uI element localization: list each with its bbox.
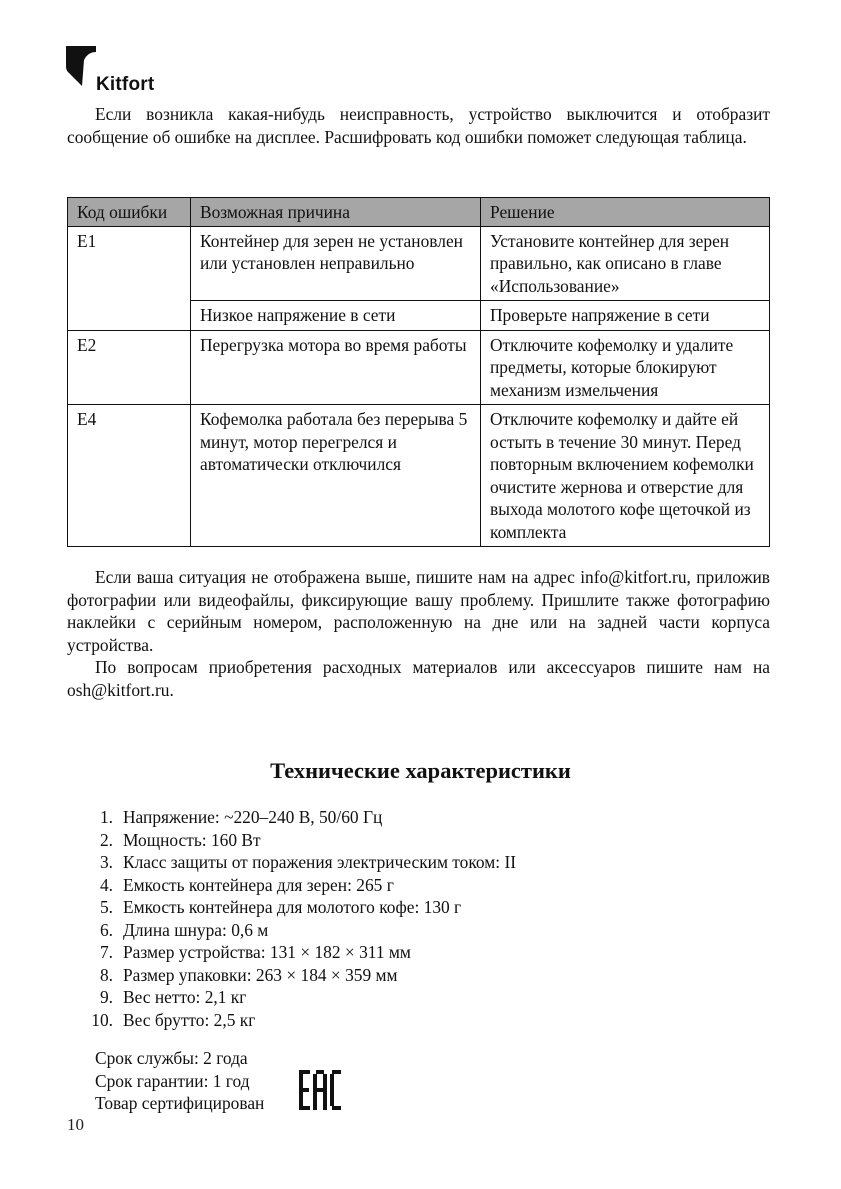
item-number: 6. (99, 919, 113, 940)
item-number: 10. (91, 1009, 113, 1030)
item-text: Класс защиты от поражения электрическим током: II (123, 852, 517, 872)
page-number: 10 (67, 1115, 84, 1134)
service-life: Срок службы: 2 года (95, 1048, 248, 1068)
item-number: 1. (99, 807, 113, 827)
cause-cell: Перегрузка мотора во время работы (191, 330, 481, 405)
table-row (68, 226, 770, 301)
header-solution: Решение (481, 198, 770, 227)
kitfort-logo-icon (66, 46, 96, 88)
item-number: 4. (99, 874, 113, 895)
cause-cell: Кофемолка работала без перерыва 5 минут, мотор перегрелся и автоматически отключился (191, 405, 481, 547)
brand-name: Kitfort (96, 74, 155, 95)
intro-paragraph (67, 103, 770, 148)
table-row (68, 330, 770, 405)
error-code-table (67, 197, 770, 547)
item-text: Размер упаковки: 263 × 184 × 359 мм (123, 964, 398, 985)
solution-cell: Установите контейнер для зерен правильно, как описано в главе «Использование» (481, 226, 770, 301)
error-code-cell: E4 (68, 405, 191, 547)
list-item (67, 829, 516, 852)
list-item (67, 941, 516, 964)
list-item (67, 896, 516, 919)
item-text: Длина шнура: 0,6 м (123, 919, 269, 940)
list-item (67, 1009, 516, 1032)
item-text: Емкость контейнера для молотого кофе: 130 г (123, 897, 462, 917)
solution-cell: Проверьте напряжение в сети (481, 301, 770, 331)
contact-paragraph: Если ваша ситуация не отображена выше, пишите нам на адрес info@kitfort.ru, приложив фотографии или видеофайлы, фиксирующие вашу проблему. Пришлите также фотографию наклейки с серийным номером, расположенную на дне или на задней части корпуса устройства. (67, 567, 770, 655)
list-item (67, 919, 516, 942)
header-cause: Возможная причина (191, 198, 481, 227)
list-item (67, 964, 516, 987)
certified-text: Товар сертифицирован (95, 1093, 265, 1113)
list-item (67, 986, 516, 1009)
item-text: Вес брутто: 2,5 кг (123, 1009, 256, 1030)
error-code-cell: E2 (68, 330, 191, 405)
item-text: Вес нетто: 2,1 кг (123, 987, 247, 1007)
intro-text: Если возникла какая-нибудь неисправность, устройство выключится и отобразит сообщение об ошибке на дисплее. Расшифровать код ошибки поможет следующая таблица. (67, 104, 770, 147)
header-code: Код ошибки (68, 198, 191, 227)
table-header-row (68, 198, 770, 227)
eac-certification-icon (299, 1070, 341, 1110)
cause-cell: Контейнер для зерен не установлен или установлен неправильно (191, 226, 481, 301)
specs-title: Технические характеристики (270, 758, 571, 783)
list-item (67, 851, 516, 874)
list-item (67, 874, 516, 897)
specs-list (67, 806, 516, 1031)
item-text: Емкость контейнера для зерен: 265 г (123, 874, 394, 895)
contact-section (67, 566, 770, 701)
error-code-cell: E1 (68, 226, 191, 330)
item-number: 9. (99, 987, 113, 1007)
item-number: 8. (99, 964, 113, 985)
item-text: Напряжение: ~220–240 В, 50/60 Гц (123, 807, 383, 827)
cause-cell: Низкое напряжение в сети (191, 301, 481, 331)
accessories-paragraph: По вопросам приобретения расходных материалов или аксессуаров пишите нам на osh@kitfort.ru. (67, 657, 770, 700)
item-number: 5. (99, 897, 113, 917)
warranty-period: Срок гарантии: 1 год (95, 1070, 250, 1091)
table-row (68, 405, 770, 547)
item-number: 7. (99, 942, 113, 962)
footer-info (95, 1047, 264, 1115)
item-text: Мощность: 160 Вт (123, 829, 261, 850)
item-text: Размер устройства: 131 × 182 × 311 мм (123, 942, 411, 962)
solution-cell: Отключите кофемолку и удалите предметы, которые блокируют механизм измельчения (481, 330, 770, 405)
solution-cell: Отключите кофемолку и дайте ей остыть в течение 30 минут. Перед повторным включением кофемолки очистите жернова и отверстие для выхода молотого кофе щеточкой из комплекта (481, 405, 770, 547)
item-number: 3. (99, 852, 113, 872)
list-item (67, 806, 516, 829)
item-number: 2. (99, 829, 113, 850)
